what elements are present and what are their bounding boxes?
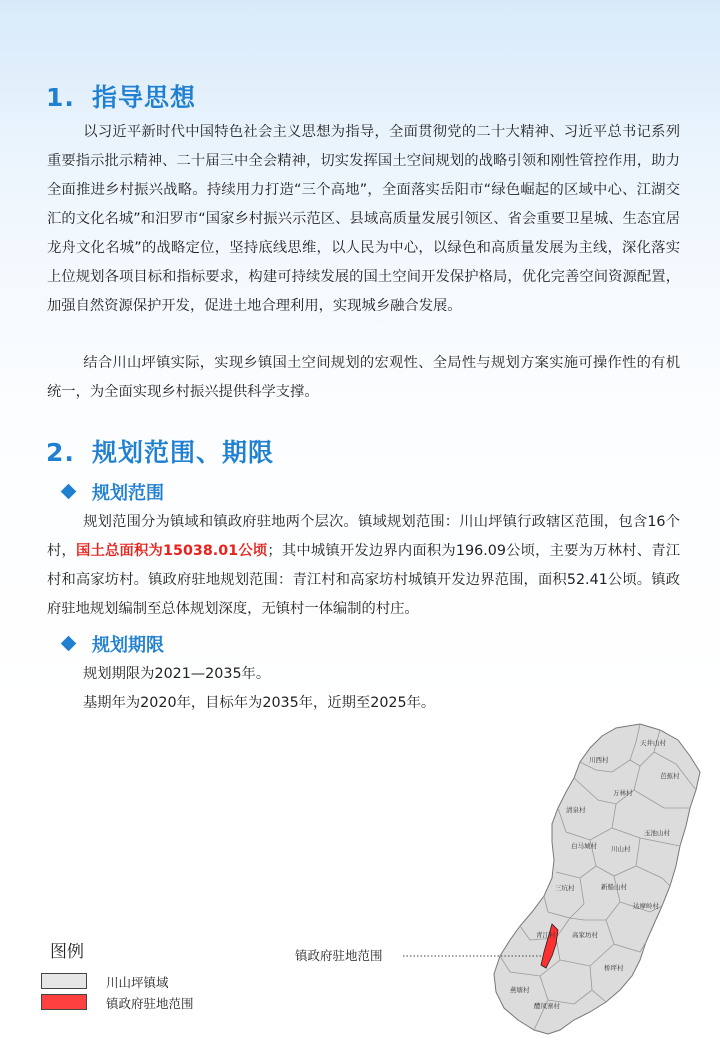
legend-label-seat: 镇政府驻地范围 xyxy=(106,996,194,1011)
village-label: 天井山村 xyxy=(640,739,666,747)
subheading-period: 规划期限 xyxy=(63,631,164,657)
paragraph-guiding-1: 以习近平新时代中国特色社会主义思想为指导，全面贯彻党的二十大精神、习近平总书记系列重要指示批示精神、二十届三中全会精神，切实发挥国土空间规划的战略引领和刚性管控作用，助力全面推进乡村振兴战略。持续用力打造“三个高地”，全面落实岳阳市“绿色崛起的区域中心、江湖交汇的文化名城”和汨罗市“国家乡村振兴示范区、县域高质量发展引领区、省会重要卫星城、生态宜居龙舟文化名城”的战略定位，坚持底线思维，以人民为中心，以绿色和高质量发展为主线，深化落实上位规划各项目标和指标要求，构建可持续发展的国土空间开发保护格局，优化完善空间资源配置，加强自然资源保护开发，促进土地合理利用，实现城乡融合发展。 xyxy=(47,124,680,314)
highlight-total-area: 国土总面积为15038.01公顷 xyxy=(76,543,268,559)
town-seat-label: 镇政府驻地范围 xyxy=(295,948,383,963)
village-label: 燕塘村 xyxy=(510,986,530,994)
section-number: 2. xyxy=(46,438,75,467)
legend-swatch-township xyxy=(41,973,87,989)
village-label: 达摩岭村 xyxy=(633,902,659,910)
paragraph-period: 规划期限为2021—2035年。 基期年为2020年，目标年为2035年，近期至2025年。 xyxy=(83,666,436,711)
village-label: 醴凤寨村 xyxy=(534,1002,560,1010)
village-label: 白马城村 xyxy=(571,842,597,850)
village-label: 新船山村 xyxy=(601,883,627,891)
legend-title: 图例 xyxy=(50,942,84,962)
village-label: 川山村 xyxy=(611,845,631,853)
section-heading-1 xyxy=(46,78,196,114)
village-label: 玉池山村 xyxy=(644,829,670,837)
paragraph-scope: 规划范围分为镇域和镇政府驻地两个层次。镇域规划范围：川山坪镇行政辖区范围，包含16个村，国土总面积为15038.01公顷；其中城镇开发边界内面积为196.09公顷，主要为万林村、青江村和高家坊村。镇政府驻地规划范围：青江村和高家坊村城镇开发边界范围，面积52.41公顷。镇政府驻地规划编制至总体规划深度，无镇村一体编制的村庄。 xyxy=(47,514,680,617)
village-label: 青江村 xyxy=(536,931,556,939)
paragraph-guiding-2: 结合川山坪镇实际，实现乡镇国土空间规划的宏观性、全局性与规划方案实施可操作性的有机统一，为全面实现乡村振兴提供科学支撑。 xyxy=(47,355,680,400)
legend-swatch-seat xyxy=(41,994,87,1010)
section-heading-2 xyxy=(46,433,274,469)
village-label: 清泉村 xyxy=(566,806,586,814)
section-number: 1. xyxy=(46,83,75,112)
legend-label-township: 川山坪镇域 xyxy=(106,975,169,990)
village-label: 高家坊村 xyxy=(572,931,598,939)
village-label: 桥坪村 xyxy=(604,964,624,972)
subheading-scope: 规划范围 xyxy=(63,479,164,505)
village-label: 万林村 xyxy=(613,789,633,797)
township-map xyxy=(0,718,720,1040)
diamond-bullet-icon xyxy=(61,636,77,652)
section-title: 规划范围、期限 xyxy=(92,438,275,467)
section-title: 指导思想 xyxy=(92,83,197,112)
village-label: 川西村 xyxy=(589,756,609,764)
diamond-bullet-icon xyxy=(61,484,77,500)
village-label: 芭蕉村 xyxy=(660,772,680,780)
village-label: 三坑村 xyxy=(555,884,575,892)
